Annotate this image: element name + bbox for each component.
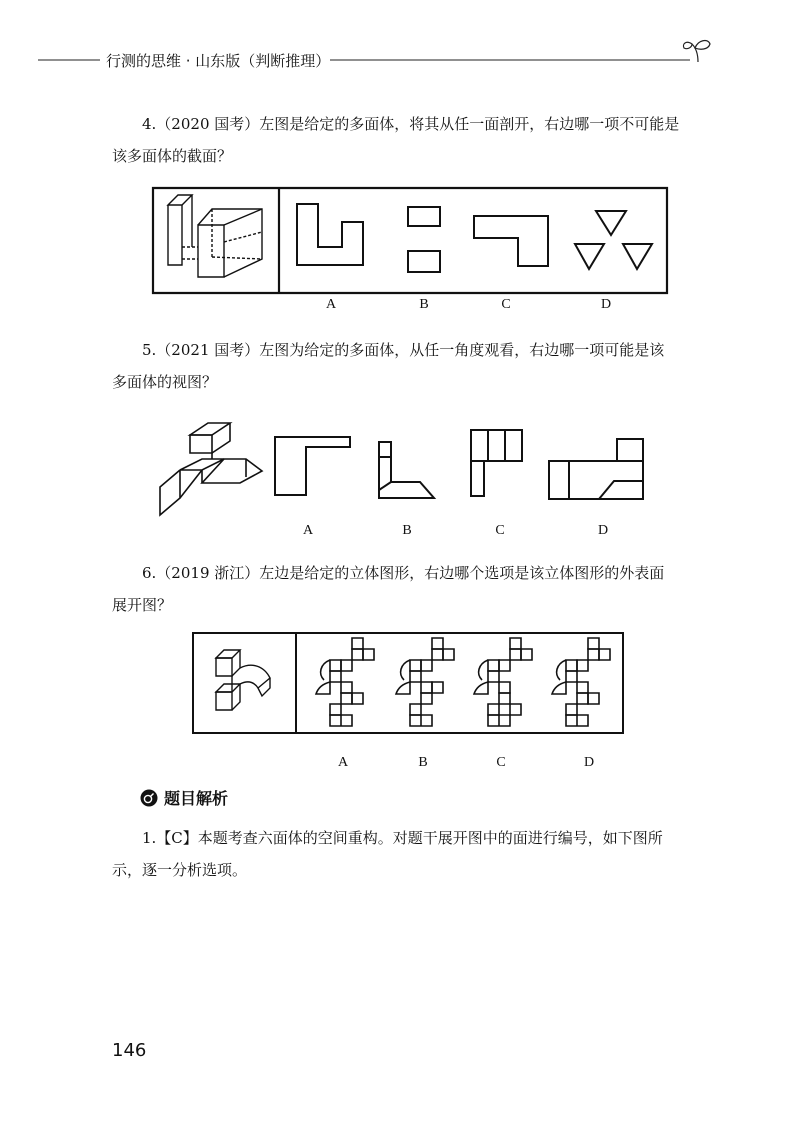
analysis-heading: 题目解析 [164,789,229,808]
question-5-figure [158,415,658,525]
polyhedron-5 [160,423,262,515]
q5-option-b: B [402,523,412,538]
q4-shape-d-right [623,244,652,269]
q4-option-b: B [419,297,429,312]
q4-shape-d-left [575,244,604,269]
q4-shape-d-top [596,211,626,235]
net-option-b [396,638,454,726]
q5-shape-d [549,439,643,499]
net-option-a [316,638,374,726]
q5-option-a: A [302,523,314,538]
polyhedron-4 [168,195,262,277]
q5-shape-b [379,442,434,498]
q6-option-a: A [337,755,349,770]
q4-option-c: C [501,297,511,312]
analysis-badge-icon [140,789,158,807]
question-5-line2: 多面体的视图？ [112,373,218,391]
analysis-line1: 1.【C】本题考查六面体的空间重构。对题干展开图中的面进行编号，如下图所 [142,829,663,847]
q4-shape-b-bottom [408,251,440,272]
q5-option-d: D [597,523,609,538]
page-number: 146 [112,1040,147,1061]
q4-option-d: D [600,297,612,312]
solid-6 [216,650,270,710]
q6-option-b: B [418,755,428,770]
question-5-line1: 5.（2021 国考）左图为给定的多面体，从任一角度观看，右边哪一项可能是该 [142,341,665,359]
header-title: 行测的思维 · 山东版（判断推理） [106,52,331,70]
question-4-line2: 该多面体的截面？ [112,147,233,165]
q4-shape-c [474,216,548,266]
q6-option-c: C [496,755,506,770]
question-6-figure [192,632,624,734]
q4-shape-b-top [408,207,440,226]
q5-shape-a [275,437,350,495]
q5-shape-c [471,430,522,496]
q5-option-c: C [495,523,505,538]
q4-shape-a [297,204,363,265]
sprout-icon [680,36,720,66]
q6-option-d: D [583,755,595,770]
question-6-line1: 6.（2019 浙江）左边是给定的立体图形，右边哪个选项是该立体图形的外表面 [142,564,665,582]
net-option-d [552,638,610,726]
net-option-c [474,638,532,726]
analysis-line2: 示，逐一分析选项。 [112,861,248,879]
question-4-figure [152,187,668,294]
question-6-line2: 展开图？ [112,596,173,614]
question-4-line1: 4.（2020 国考）左图是给定的多面体，将其从任一面剖开，右边哪一项不可能是 [142,115,680,133]
q4-option-a: A [325,297,337,312]
